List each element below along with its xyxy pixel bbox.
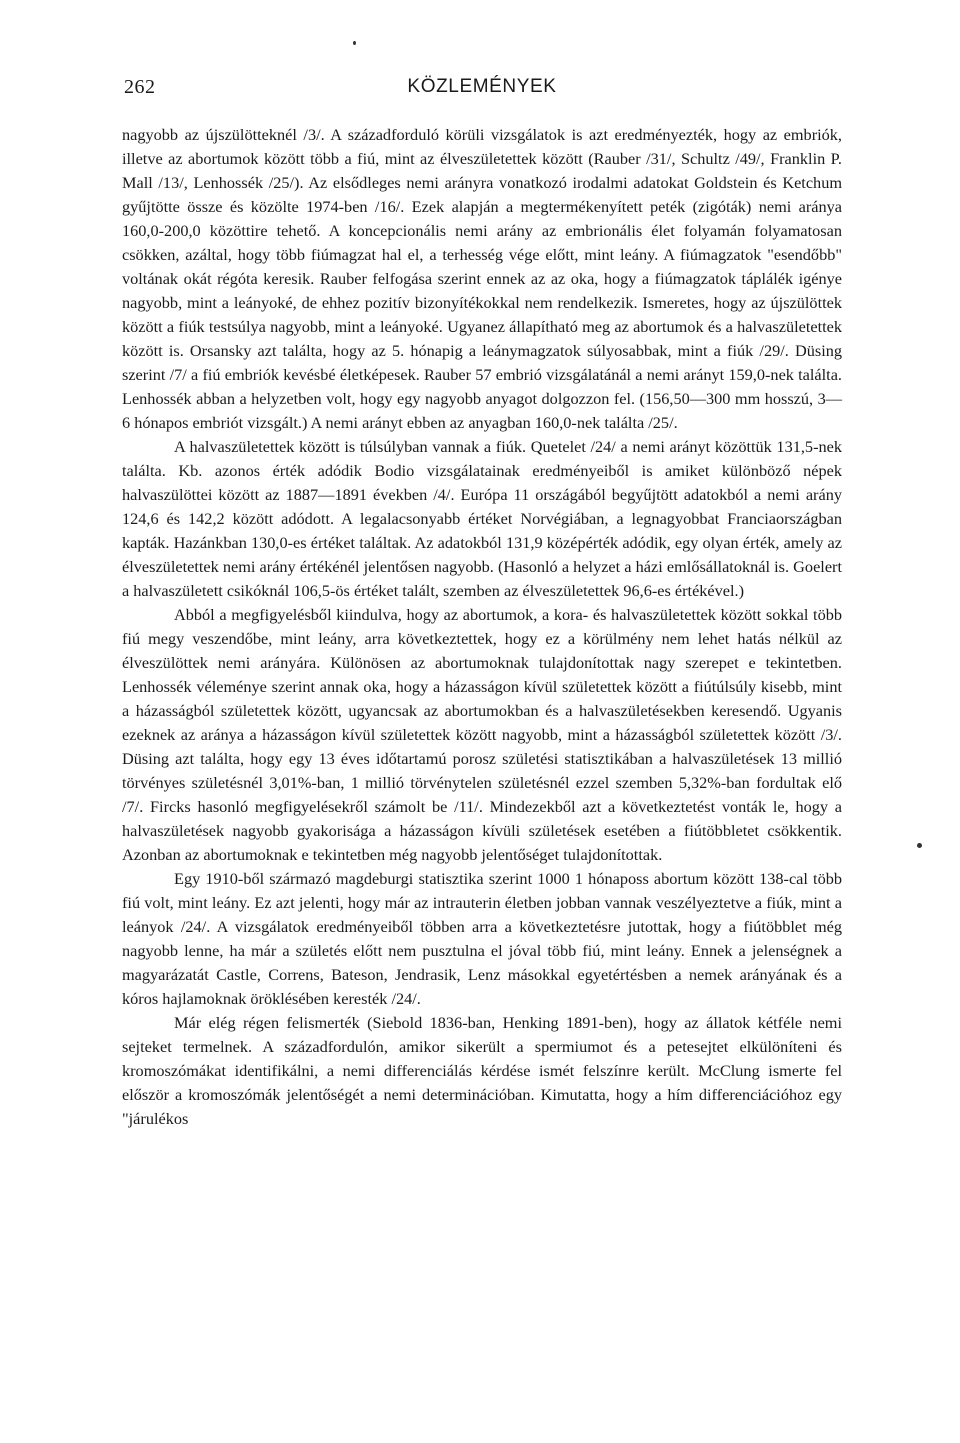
ink-speck — [353, 41, 356, 45]
paragraph: Már elég régen felismerték (Siebold 1836-ban, Henking 1891-ben), hogy az állatok kétféle nemi sejteket termelnek. A századfordulón, amikor sikerült a spermiumot és a petesejtet elkülöníteni és kromoszómákat identifikálni, a nemi differenciálás kérdése ismét felszínre került. McClung ismerte fel először a kromoszómák jelentőségét a nemi determinációban. Kimutatta, hogy a hím differenciációhoz egy "járulékos — [122, 1013, 842, 1128]
paragraph: Egy 1910-ből származó magdeburgi statisztika szerint 1000 1 hónaposs abortum között 138-cal több fiú volt, mint leány. Ez azt jelenti, hogy már az intrauterin életben jobban vannak veszélyeztetve a fiúk, mint a leányok /24/. A vizsgálatok eredményeiből többen arra a következtetésre jutottak, hogy a fiútöbblet még nagyobb lenne, ha már a születés előtt nem pusztulna el jóval több fiú, mint leány. Ennek a jelenségnek a magyarázatát Castle, Correns, Bateson, Jendrasik, Lenz másokkal egyetértésben a nemek arányának és a kóros hajlamoknak öröklésében keresték /24/. — [122, 869, 842, 1008]
paragraph: nagyobb az újszülötteknél /3/. A századforduló körüli vizsgálatok is azt eredményezték, hogy az embriók, illetve az abortumok között több a fiú, mint az élveszületettek között (Rauber /31/, Schultz /49/, Franklin P. Mall /13/, Lenhossék /25/). Az elsődleges nemi arányra vonatkozó irodalmi adatokat Goldstein és Ketchum gyűjtötte össze és közölte 1974-ben /16/. Ezek alapján a megtermékenyített peték (zigóták) nemi aránya 160,0-200,0 közöttire tehető. A koncepcionális nemi arány az embrionális élet folyamán folyamatosan csökken, azáltal, hogy több fiúmagzat hal el, a terhesség vége előtt, mint leány. A fiúmagzatok "esendőbb" voltának okát régóta keresik. Rauber felfogása szerint ennek az az oka, hogy a fiúmagzatok táplálék igénye nagyobb, mint a leányoké, de ehhez pozitív bizonyítékokkal nem rendelkezik. Ismeretes, hogy az újszülöttek között a fiúk testsúlya nagyobb, mint a leányoké. Ugyanez állapítható meg az abortumok és a halvaszületettek között is. Orsansky azt találta, hogy az 5. hónapig a leánymagzatok súlyosabbak, mint a fiúk /29/. Düsing szerint /7/ a fiú embriók kevésbé életképesek. Rauber 57 embrió vizsgálatánál a nemi arányt 159,0-nek találta. Lenhossék abban a helyzetben volt, hogy egy nagyobb anyagot dolgozzon fel. (156,50—300 mm hosszú, 3—6 hónapos embriót vizsgált.) A nemi arányt ebben az anyagban 160,0-nek találta /25/. — [122, 125, 842, 432]
page-header — [122, 76, 842, 106]
running-title: KÖZLEMÉNYEK — [407, 76, 557, 97]
paragraph: A halvaszületettek között is túlsúlyban vannak a fiúk. Quetelet /24/ a nemi arányt közöttük 131,5-nek találta. Kb. azonos érték adódik Bodio vizsgálatainak eredményeiből is amiket különböző népek halvaszülöttei között az 1887—1891 években /4/. Európa 11 országából begyűjtött adatokból a nemi arány 124,6 és 142,2 között adódott. A legalacsonyabb értéket Norvégiában, a legnagyobbat Franciaországban kapták. Hazánkban 130,0-es értéket találtak. Az adatokból 131,9 középérték adódik, egy olyan érték, amely az élveszületettek nemi arány értékénél jelentősen nagyobb. (Hasonló a helyzet a házi emlősállatoknál is. Goelert a halvaszületett csikóknál 106,5-ös értéket talált, szemben az élveszületettek 96,6-es értékével.) — [122, 437, 842, 600]
body-text — [122, 123, 842, 1131]
ink-speck — [917, 843, 922, 848]
page-number: 262 — [124, 76, 156, 98]
paragraph: Abból a megfigyelésből kiindulva, hogy az abortumok, a kora- és halvaszületettek között sokkal több fiú megy veszendőbe, mint leány, arra következtettek, hogy ez a körülmény nem lehet hatás nélkül az élveszülöttek nemi arányára. Különösen az abortumoknak tulajdonítottak nagy szerepet e tekintetben. Lenhossék véleménye szerint annak oka, hogy a házasságon kívül születettek között a fiútúlsúly kisebb, mint a házasságból születettek között, ugyancsak az abortumokban és a halvaszületésekben keresendő. Ugyanis ezeknek az aránya a házasságon kívül születettek között nagyobb, mint a házasságból születettek között /3/. Düsing azt találta, hogy egy 13 éves időtartamú porosz születési statisztikában a halvaszületések 13 millió törvényes születésnél 3,01%-ban, 1 millió törvénytelen születésnél ezzel szemben 5,32%-ban fordultak elő /7/. Fircks hasonló megfigyelésekről számolt be /11/. Mindezekből azt a következtetést vonták le, hogy a halvaszületések nagyobb gyakorisága a házasságon kívüli születések esetében a fiútöbbletet csökkentik. Azonban az abortumoknak e tekintetben még nagyobb jelentőséget tulajdonítottak. — [122, 605, 842, 864]
